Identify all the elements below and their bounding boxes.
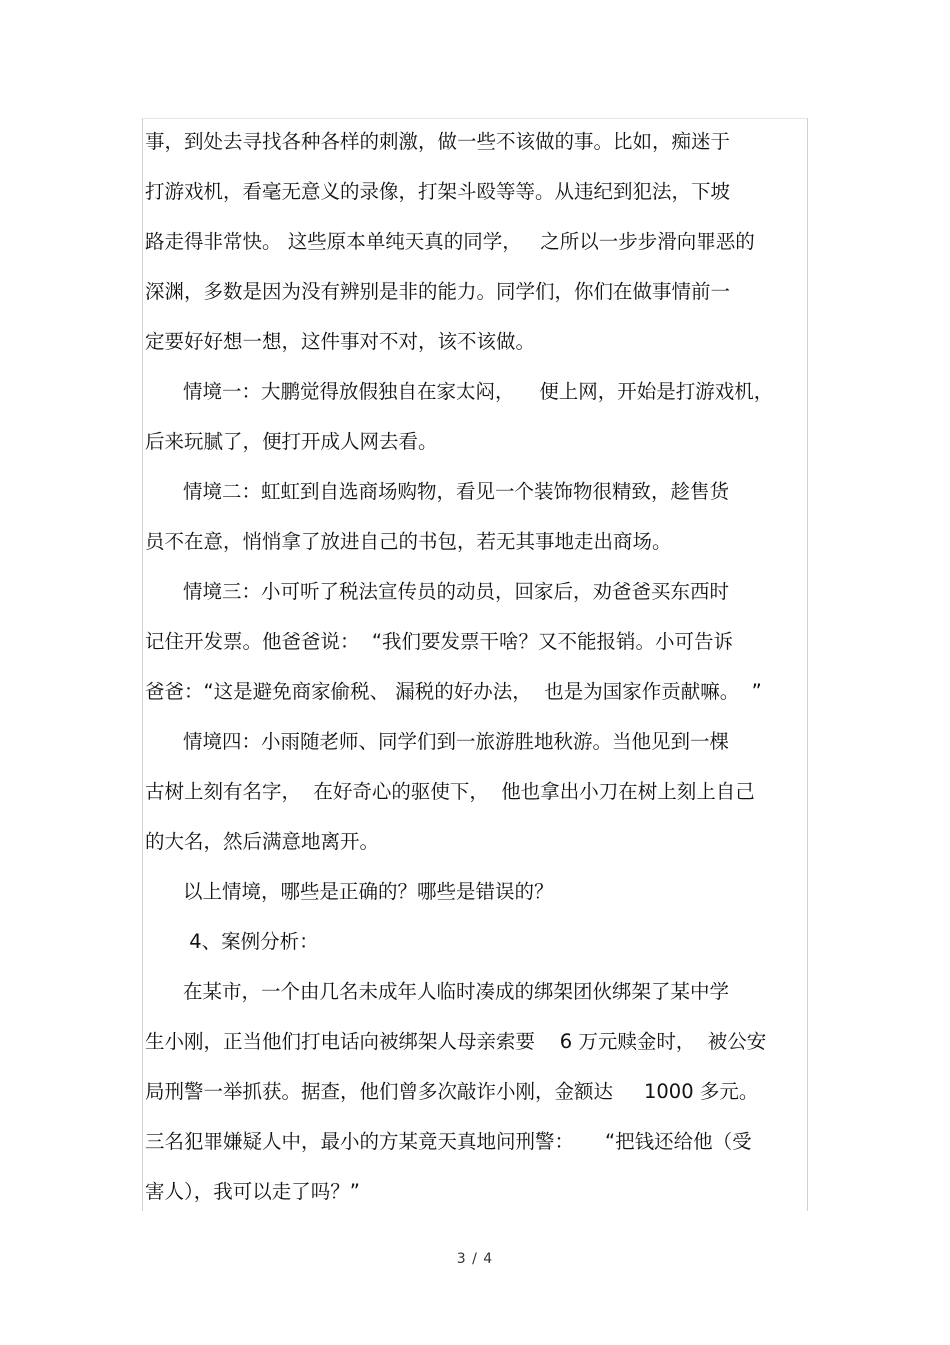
text-line: 三名犯罪嫌疑人中，最小的方某竟天真地问刑警： “把钱还给他（受 — [145, 1130, 752, 1153]
text-line: 打游戏机，看毫无意义的录像，打架斗殴等等。从违纪到犯法，下坡 — [145, 180, 731, 203]
text-line: 员不在意，悄悄拿了放进自己的书包，若无其事地走出商场。 — [145, 530, 672, 553]
text-line: 后来玩腻了，便打开成人网去看。 — [145, 430, 438, 453]
text-line: 生小刚，正当他们打电话向被绑架人母亲索要 6 万元赎金时， 被公安 — [145, 1030, 767, 1053]
text-line: 的大名，然后满意地离开。 — [145, 830, 380, 853]
page-number: 3 / 4 — [456, 1251, 494, 1267]
text-line: 记住开发票。他爸爸说： “我们要发票干啥？又不能报销。小可告诉 — [145, 630, 733, 653]
case-line: 在某市，一个由几名未成年人临时凑成的绑架团伙绑架了某中学 — [183, 980, 730, 1003]
scenario-three-line: 情境三：小可听了税法宣传员的动员，回家后，劝爸爸买东西时 — [183, 580, 730, 603]
section-heading: 4、案例分析： — [183, 930, 319, 953]
text-line: 局刑警一举抓获。据查，他们曾多次敲诈小刚，金额达 1000 多元。 — [145, 1080, 759, 1103]
document-body — [145, 122, 805, 1222]
text-line: 深渊，多数是因为没有辨别是非的能力。同学们，你们在做事情前一 — [145, 280, 731, 303]
text-line: 爸爸：“这是避免商家偷税、 漏税的好办法， 也是为国家作贡献嘛。 ” — [145, 680, 762, 703]
text-line: 事，到处去寻找各种各样的刺激，做一些不该做的事。比如，痴迷于 — [145, 130, 731, 153]
scenario-one-line: 情境一：大鹏觉得放假独自在家太闷， 便上网，开始是打游戏机， — [183, 380, 774, 403]
question-line: 以上情境，哪些是正确的？哪些是错误的？ — [183, 880, 554, 903]
text-line: 路走得非常快。 这些原本单纯天真的同学， 之所以一步步滑向罪恶的 — [145, 230, 755, 253]
scenario-four-line: 情境四：小雨随老师、同学们到一旅游胜地秋游。当他见到一棵 — [183, 730, 730, 753]
text-line: 定要好好想一想，这件事对不对，该不该做。 — [145, 330, 536, 353]
scenario-two-line: 情境二：虹虹到自选商场购物，看见一个装饰物很精致，趁售货 — [183, 480, 730, 503]
text-line: 古树上刻有名字， 在好奇心的驱使下， 他也拿出小刀在树上刻上自己 — [145, 780, 755, 803]
text-line: 害人），我可以走了吗？” — [145, 1180, 360, 1203]
